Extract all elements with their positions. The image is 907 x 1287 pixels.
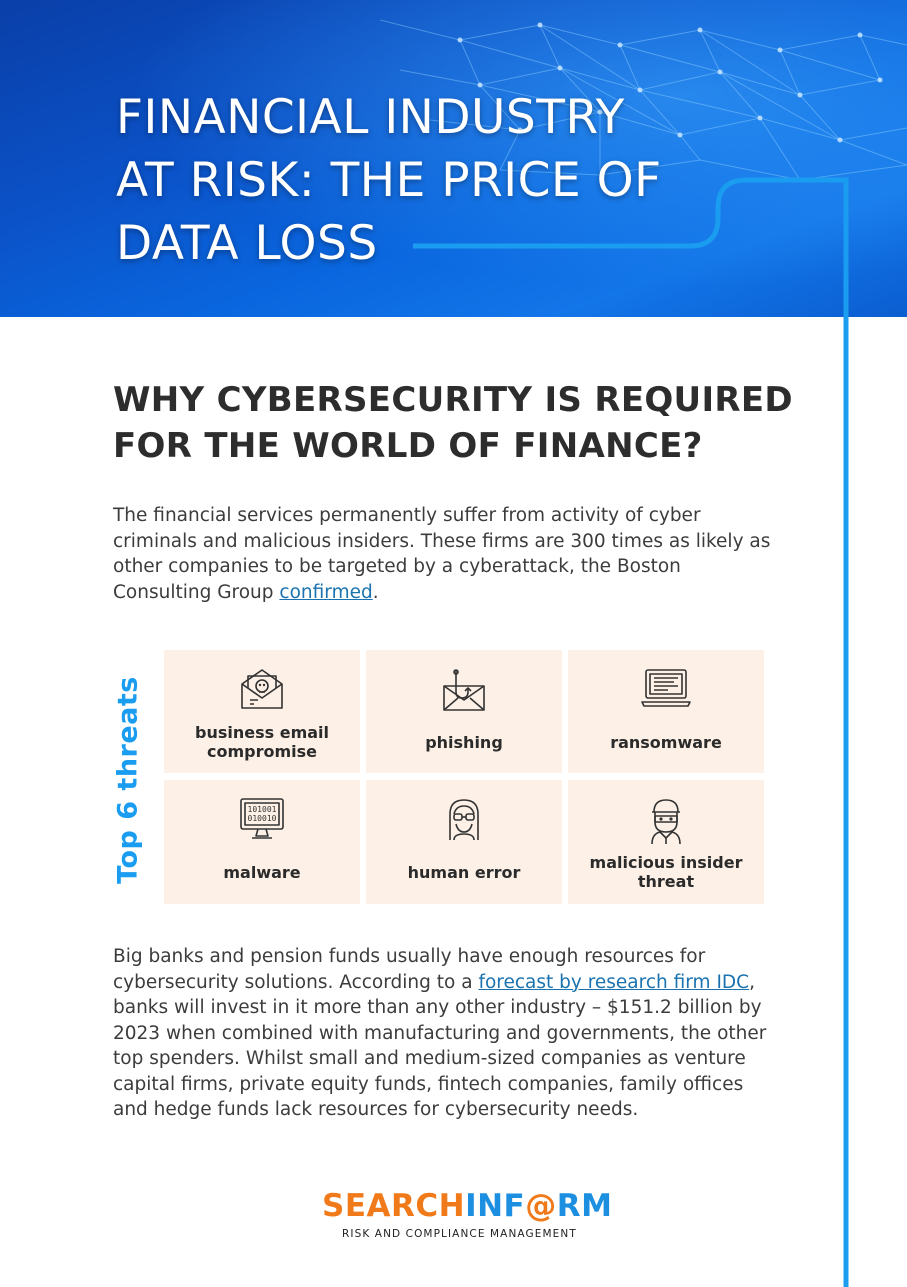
email-envelope-skull-icon — [238, 666, 286, 712]
logo-part-rm: RM — [556, 1188, 613, 1224]
threat-tile — [366, 780, 562, 904]
section-heading — [113, 377, 813, 469]
body-paragraph — [113, 944, 773, 1123]
svg-text:101001: 101001 — [247, 805, 277, 814]
logo-wordmark — [322, 1188, 613, 1224]
intro-paragraph — [113, 503, 773, 605]
envelope-hook-icon — [440, 666, 488, 714]
threat-label: malicious insider threat — [589, 853, 743, 891]
heading-line-1: WHY CYBERSECURITY IS REQUIRED — [113, 380, 793, 420]
laptop-lock-icon — [640, 666, 692, 710]
svg-text:010010: 010010 — [247, 814, 277, 823]
threat-tile — [164, 650, 360, 773]
logo-part-at: @ — [525, 1188, 557, 1224]
title-line-3: DATA LOSS — [116, 216, 378, 271]
title-line-2: AT RISK: THE PRICE OF — [116, 153, 662, 208]
threat-label: ransomware — [610, 732, 722, 752]
logo-tagline: RISK AND COMPLIANCE MANAGEMENT — [342, 1228, 577, 1240]
threat-tile — [164, 780, 360, 904]
hero-banner — [0, 0, 907, 317]
confirmed-link[interactable]: confirmed — [279, 581, 373, 603]
binary-monitor-icon — [238, 796, 286, 842]
searchinform-logo — [322, 1188, 613, 1240]
threat-tile — [568, 650, 764, 773]
threats-label: Top 6 threats — [112, 676, 144, 884]
masked-hacker-icon — [646, 796, 686, 846]
heading-line-2: FOR THE WORLD OF FINANCE? — [113, 426, 703, 466]
intro-text: The financial services permanently suffer from activity of cyber criminals and malicious insiders. These firms are 300 times as likely as other companies to be targeted by a cyberattack, the Boston Consulting Group — [113, 505, 771, 603]
threat-label: phishing — [425, 732, 503, 752]
person-glasses-icon — [444, 796, 484, 844]
intro-text-end: . — [372, 581, 379, 603]
logo-part-inf: INF — [465, 1188, 526, 1224]
logo-part-search: SEARCH — [322, 1188, 466, 1224]
threat-tile — [366, 650, 562, 773]
threat-label: business email compromise — [195, 723, 329, 761]
threat-label: malware — [223, 862, 301, 882]
body-text: Big banks and pension funds usually have enough resources for cybersecurity solutions. According to a — [113, 946, 706, 993]
threats-grid — [164, 650, 764, 904]
threat-label: human error — [407, 862, 521, 882]
title-line-1: FINANCIAL INDUSTRY — [116, 90, 625, 145]
threat-tile — [568, 780, 764, 904]
body-text-end: , banks will invest in it more than any other industry – $151.2 billion by 2023 when combined with manufacturing and governments, the other top spenders. Whilst small and medium-sized companies as venture capital firms, private equity funds, fintech companies, family offices and hedge funds lack resources for cybersecurity needs. — [113, 971, 767, 1120]
page-title — [116, 86, 716, 275]
idc-forecast-link[interactable]: forecast by research firm IDC — [478, 971, 750, 993]
